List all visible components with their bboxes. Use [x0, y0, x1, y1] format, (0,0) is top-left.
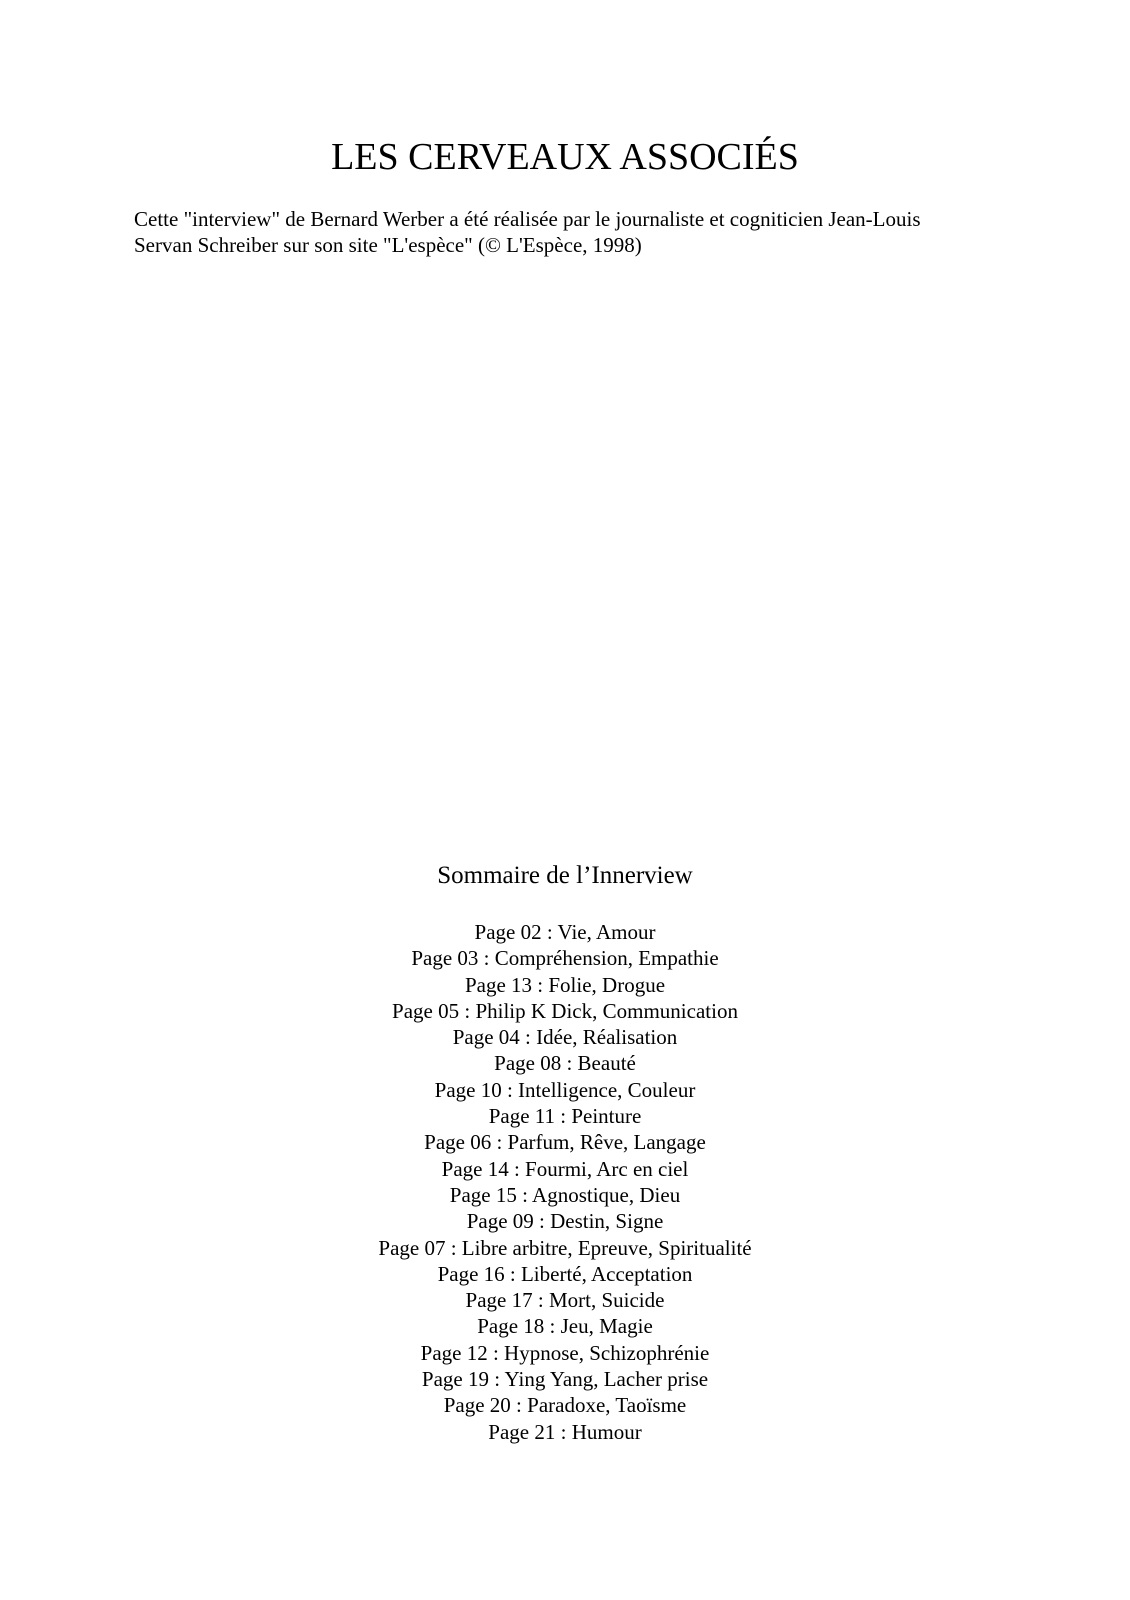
document-title: LES CERVEAUX ASSOCIÉS	[331, 136, 799, 178]
summary-item: Page 08 : Beauté	[494, 1051, 636, 1076]
summary-title: Sommaire de l’Innerview	[437, 862, 693, 889]
summary-item: Page 18 : Jeu, Magie	[477, 1314, 653, 1339]
intro-paragraph	[134, 206, 1014, 258]
summary-item: Page 11 : Peinture	[488, 1104, 642, 1129]
summary-item: Page 14 : Fourmi, Arc en ciel	[441, 1156, 689, 1181]
summary-item: Page 17 : Mort, Suicide	[465, 1288, 665, 1313]
summary-item: Page 06 : Parfum, Rêve, Langage	[424, 1130, 706, 1155]
summary-item: Page 05 : Philip K Dick, Communication	[392, 998, 738, 1023]
summary-list	[0, 919, 1130, 1445]
summary-item: Page 12 : Hypnose, Schizophrénie	[420, 1340, 710, 1365]
intro-line: Servan Schreiber sur son site "L'espèce" (© L'Espèce, 1998)	[134, 233, 642, 257]
intro-line: Cette "interview" de Bernard Werber a été réalisée par le journaliste et cogniticien Jean-Louis	[134, 207, 921, 231]
summary-item: Page 19 : Ying Yang, Lacher prise	[421, 1367, 709, 1392]
summary-item: Page 16 : Liberté, Acceptation	[437, 1261, 693, 1286]
summary-item: Page 20 : Paradoxe, Taoïsme	[443, 1393, 687, 1418]
summary-item: Page 03 : Compréhension, Empathie	[411, 946, 719, 971]
summary-item: Page 09 : Destin, Signe	[466, 1209, 664, 1234]
summary-section	[0, 860, 1130, 1445]
summary-item: Page 15 : Agnostique, Dieu	[449, 1182, 681, 1207]
summary-item: Page 04 : Idée, Réalisation	[452, 1025, 678, 1050]
summary-item: Page 21 : Humour	[488, 1419, 642, 1444]
summary-item: Page 10 : Intelligence, Couleur	[434, 1077, 696, 1102]
summary-item: Page 07 : Libre arbitre, Epreuve, Spiritualité	[378, 1235, 752, 1260]
summary-item: Page 13 : Folie, Drogue	[464, 972, 666, 997]
summary-item: Page 02 : Vie, Amour	[474, 920, 656, 944]
